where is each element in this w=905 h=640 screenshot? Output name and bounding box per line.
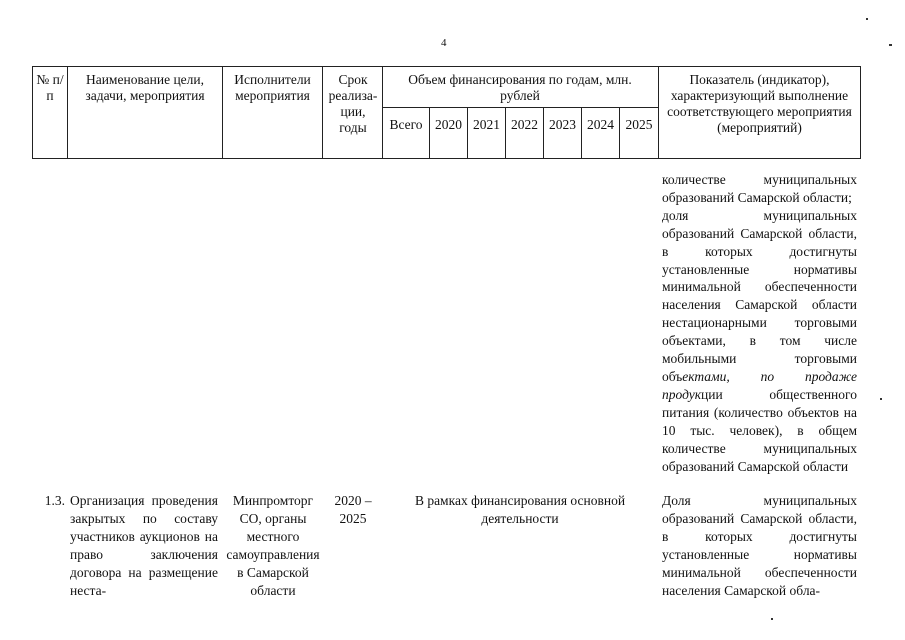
header-top-border — [32, 66, 861, 67]
indicator-paragraph: количестве муниципальных образований Самарской области; — [662, 172, 857, 205]
row-indicator: Доля муниципальных образований Самарской области, в которых достигнуты установленные нормативы минимальной обеспеченности населения Самарской обла- — [662, 493, 857, 598]
header-total: Всего — [389, 117, 423, 132]
row-name: Организация проведения закрытых по составу участников аукционов на право заключения договора на размещение неста- — [70, 493, 218, 598]
scan-speck — [771, 618, 773, 620]
header-year: 2025 — [625, 117, 653, 132]
continued-indicator-text — [662, 171, 857, 475]
col-border — [67, 66, 68, 159]
indicator-paragraph: доля муниципальных образований Самарской области, в которых достигнуты установленные нормативы минимальной обеспеченности населения Самарской области нестационарными торговыми объектами, в том числе мобильными торговыми объектами, по продаже продукции общественного питания (количество объектов на 10 тыс. человек), в общем количестве муниципальных образований Самарской области — [662, 207, 857, 474]
header-num: № п/п — [36, 72, 64, 103]
header-year: 2020 — [435, 117, 462, 132]
page-number: 4 — [441, 37, 447, 49]
scan-speck — [866, 18, 868, 20]
col-border — [543, 107, 544, 159]
col-border — [382, 66, 383, 159]
header-year: 2023 — [549, 117, 576, 132]
header-name: Наименование цели, задачи, мероприятия — [85, 72, 205, 103]
header-bottom-border — [32, 158, 861, 159]
col-border — [860, 66, 861, 159]
header-indicator: Показатель (индикатор), характеризующий выполнение соответствующего мероприятия (мероприятий) — [667, 72, 852, 135]
col-border — [619, 107, 620, 159]
col-border — [581, 107, 582, 159]
col-border — [322, 66, 323, 159]
row-executors: Минпромторг СО, органы местного самоуправления в Самарской области — [226, 493, 320, 598]
row-term: 2020 – 2025 — [334, 493, 372, 526]
header-term: Срок реализа-ции, годы — [328, 72, 378, 135]
header-years-divider — [382, 107, 658, 108]
col-border — [222, 66, 223, 159]
row-finance: В рамках финансирования основной деятельности — [414, 493, 626, 526]
row-number: 1.3. — [44, 493, 65, 508]
scan-speck — [889, 44, 892, 46]
header-year: 2022 — [511, 117, 538, 132]
col-border — [467, 107, 468, 159]
col-border — [505, 107, 506, 159]
col-border — [429, 107, 430, 159]
header-executors: Исполнители мероприятия — [234, 72, 311, 103]
col-border — [32, 66, 33, 159]
header-year: 2021 — [473, 117, 500, 132]
scan-speck — [880, 398, 882, 400]
col-border — [658, 66, 659, 159]
header-year: 2024 — [587, 117, 614, 132]
header-finance: Объем финансирования по годам, млн. рублей — [408, 72, 632, 103]
